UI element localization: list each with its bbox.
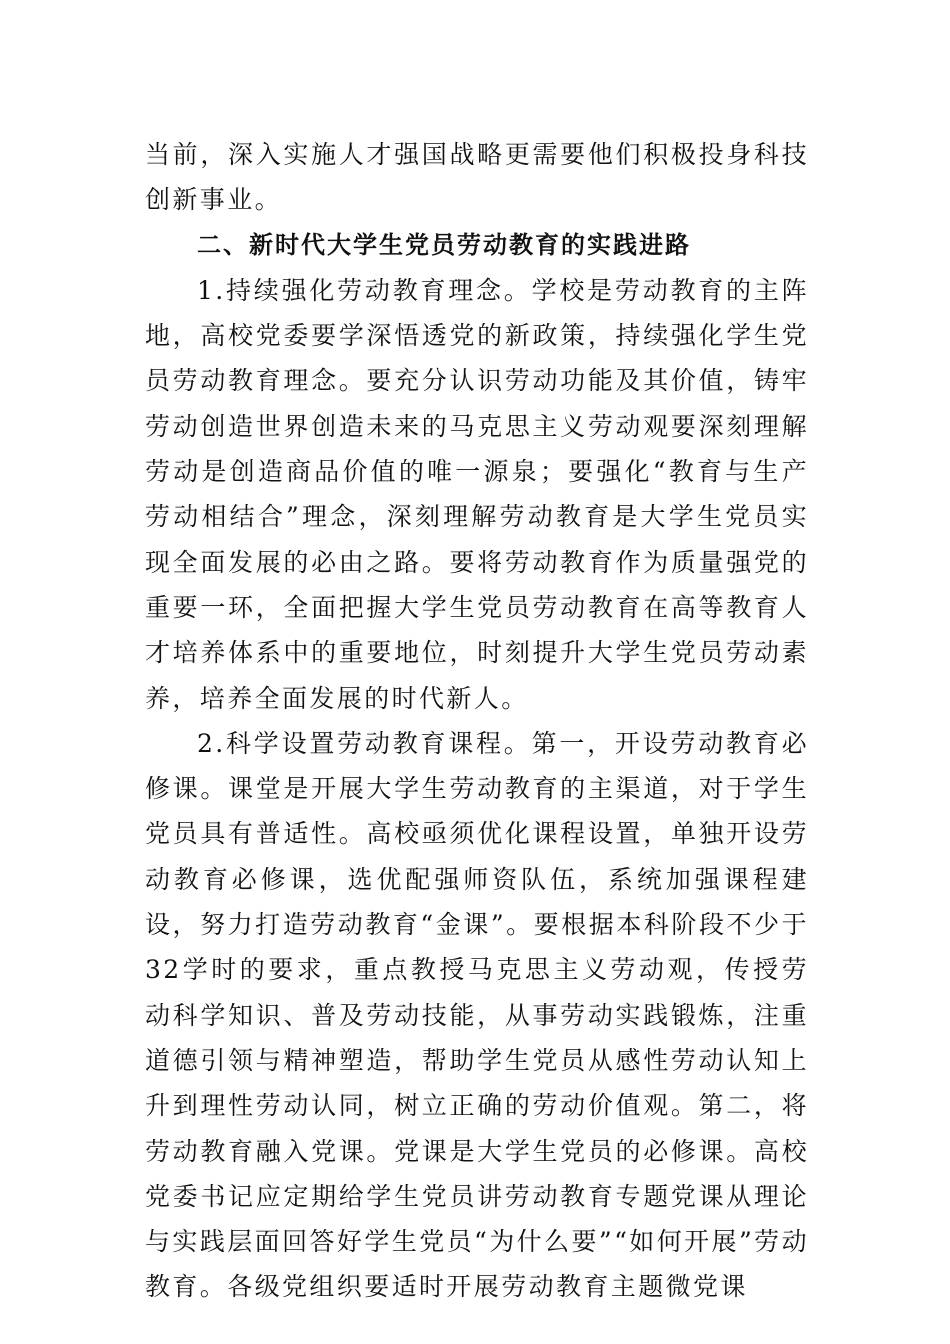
paragraph-labor-education-curriculum: 2.科学设置劳动教育课程。第一，开设劳动教育必修课。课堂是开展大学生劳动教育的主渠道，对于学生党员具有普适性。高校亟须优化课程设置，单独开设劳动教育必修课，选优配强师资队伍，系统加强课程建设，努力打造劳动教育“金课”。要根据本科阶段不少于32学时的要求，重点教授马克思主义劳动观，传授劳动科学知识、普及劳动技能，从事劳动实践锻炼，注重道德引领与精神塑造，帮助学生党员从感性劳动认知上升到理性劳动认同，树立正确的劳动价值观。第二，将劳动教育融入党课。党课是大学生党员的必修课。高校党委书记应定期给学生党员讲劳动教育专题党课从理论与实践层面回答好学生党员“为什么要”“如何开展”劳动教育。各级党组织要适时开展劳动教育主题微党课: [145, 728, 809, 1302]
document-body: [145, 132, 809, 1310]
paragraph-labor-education-concept: 1.持续强化劳动教育理念。学校是劳动教育的主阵地，高校党委要学深悟透党的新政策，持续强化学生党员劳动教育理念。要充分认识劳动功能及其价值，铸牢劳动创造世界创造未来的马克思主义劳动观要深刻理解劳动是创造商品价值的唯一源泉；要强化“教育与生产劳动相结合”理念，深刻理解劳动教育是大学生党员实现全面发展的必由之路。要将劳动教育作为质量强党的重要一环，全面把握大学生党员劳动教育在高等教育人才培养体系中的重要地位，时刻提升大学生党员劳动素养，培养全面发展的时代新人。: [145, 275, 809, 713]
section-heading: 二、新时代大学生党员劳动教育的实践进路: [197, 230, 691, 259]
paragraph-intro-continuation: 当前，深入实施人才强国战略更需要他们积极投身科技创新事业。: [145, 140, 809, 215]
